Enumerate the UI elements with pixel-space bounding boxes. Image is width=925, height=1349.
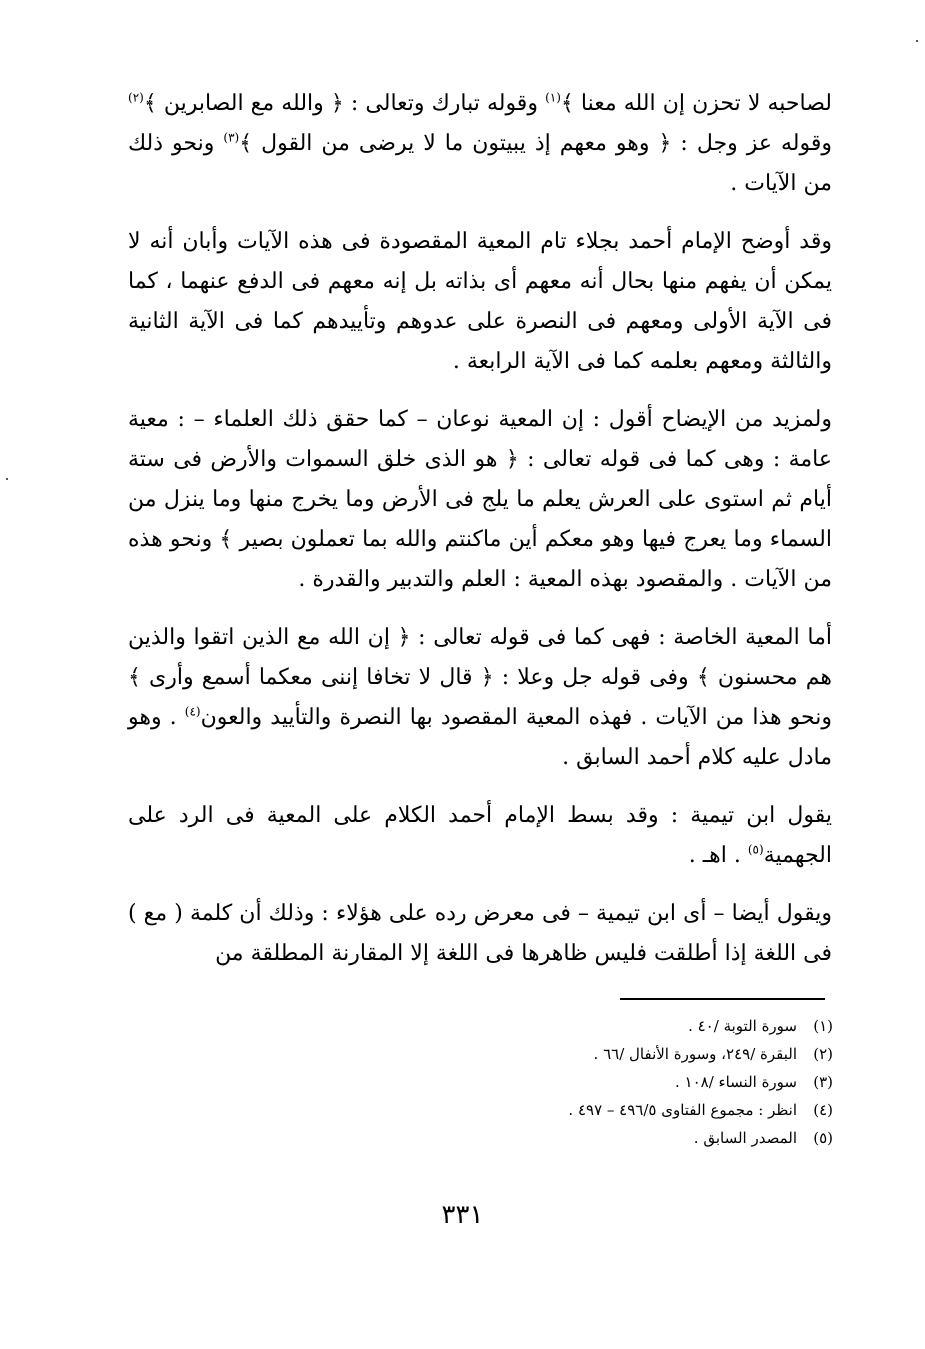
footnote-item [313,1012,833,1040]
body-paragraph [128,222,832,382]
body-paragraph [128,84,832,204]
text-run: ويقول أيضا – أى ابن تيمية – فى معرض رده على هؤلاء : وذلك أن كلمة ( مع ) فى اللغة إذا أطلقت فليس ظاهرها فى اللغة إلا المقارنة المطلقة من [128,901,832,966]
body-paragraph [128,618,832,778]
footnote-marker: (٤) [184,704,201,719]
footnote-item [313,1096,833,1124]
text-run: . وهو مادل عليه كلام أحمد السابق . [128,705,832,770]
text-run: يقول ابن تيمية : وقد بسط الإمام أحمد الكلام على المعية فى الرد على الجهمية [128,803,832,868]
scan-speck [6,478,8,480]
footnote-text: سورة النساء /١٠٨ . [675,1073,797,1091]
text-run: وقوله عز وجل : ﴿ وهو معهم إذ يبيتون ما لا يرضى من القول ﴾ [239,131,832,156]
footnote-number: (١) [813,1017,833,1035]
text-run: وقوله تبارك وتعالى : ﴿ والله مع الصابرين ﴾ [143,91,546,116]
footnote-marker: (٣) [223,130,240,145]
footnote-separator [620,998,825,1000]
footnote-text: انظر : مجموع الفتاوى ٤٩٦/٥ – ٤٩٧ . [568,1101,797,1119]
body-paragraph [128,400,832,600]
text-run: ولمزيد من الإيضاح أقول : إن المعية نوعان – كما حقق ذلك العلماء – : معية عامة : وهى كما فى قوله تعالى : ﴿ هو الذى خلق السموات والأرض فى ستة أيام ثم استوى على العرش يعلم ما يلج فى الأرض وما يخرج منها وما ينزل من السماء وما يعرج فيها وهو معكم أين ماكنتم والله بما تعملون بصير ﴾ ونحو هذه من الآيات . والمقصود بهذه المعية : العلم والتدبير والقدرة . [128,407,832,592]
footnote-item [313,1040,833,1068]
text-run: وقد أوضح الإمام أحمد بجلاء تام المعية المقصودة فى هذه الآيات وأبان أنه لا يمكن أن يفهم منها بحال أنه معهم أى بذاته بل إنه معهم فى الدفع عنهما ، كما فى الآية الأولى ومعهم فى النصرة على عدوهم وتأييدهم كما فى الآية الثانية والثالثة ومعهم بعلمه كما فى الآية الرابعة . [128,229,832,374]
body-text [128,84,832,992]
footnote-marker: (٢) [128,90,144,105]
footnote-text: سورة التوبة /٤٠ . [688,1017,797,1035]
text-run: أما المعية الخاصة : فهى كما فى قوله تعالى : ﴿ إن الله مع الذين اتقوا والذين هم محسنون ﴾ وفى قوله جل وعلا : ﴿ قال لا تخافا إننى معكما أسمع وأرى ﴾ ونحو هذا من الآيات . فهذه المعية المقصود بها النصرة والتأييد والعون [128,625,832,730]
body-paragraph [128,894,832,974]
footnote-number: (٣) [813,1073,833,1091]
footnote-marker: (٥) [747,842,764,857]
footnote-number: (٢) [813,1045,833,1063]
body-paragraph [128,796,832,876]
footnote-text: المصدر السابق . [693,1129,797,1147]
footnote-item [313,1124,833,1152]
footnote-text: البقرة /٢٤٩، وسورة الأنفال /٦٦ . [593,1045,797,1063]
footnote-marker: (١) [545,90,561,105]
footnotes [313,1012,833,1152]
text-run: ونحو ذلك من الآيات . [128,131,832,196]
text-run: . اهـ . [688,843,748,868]
text-run: لصاحبه لا تحزن إن الله معنا ﴾ [560,91,833,116]
footnote-number: (٤) [813,1101,833,1119]
page-number: ٣٣١ [441,1200,484,1230]
footnote-number: (٥) [813,1129,833,1147]
footnote-item [313,1068,833,1096]
scan-speck [916,40,918,42]
